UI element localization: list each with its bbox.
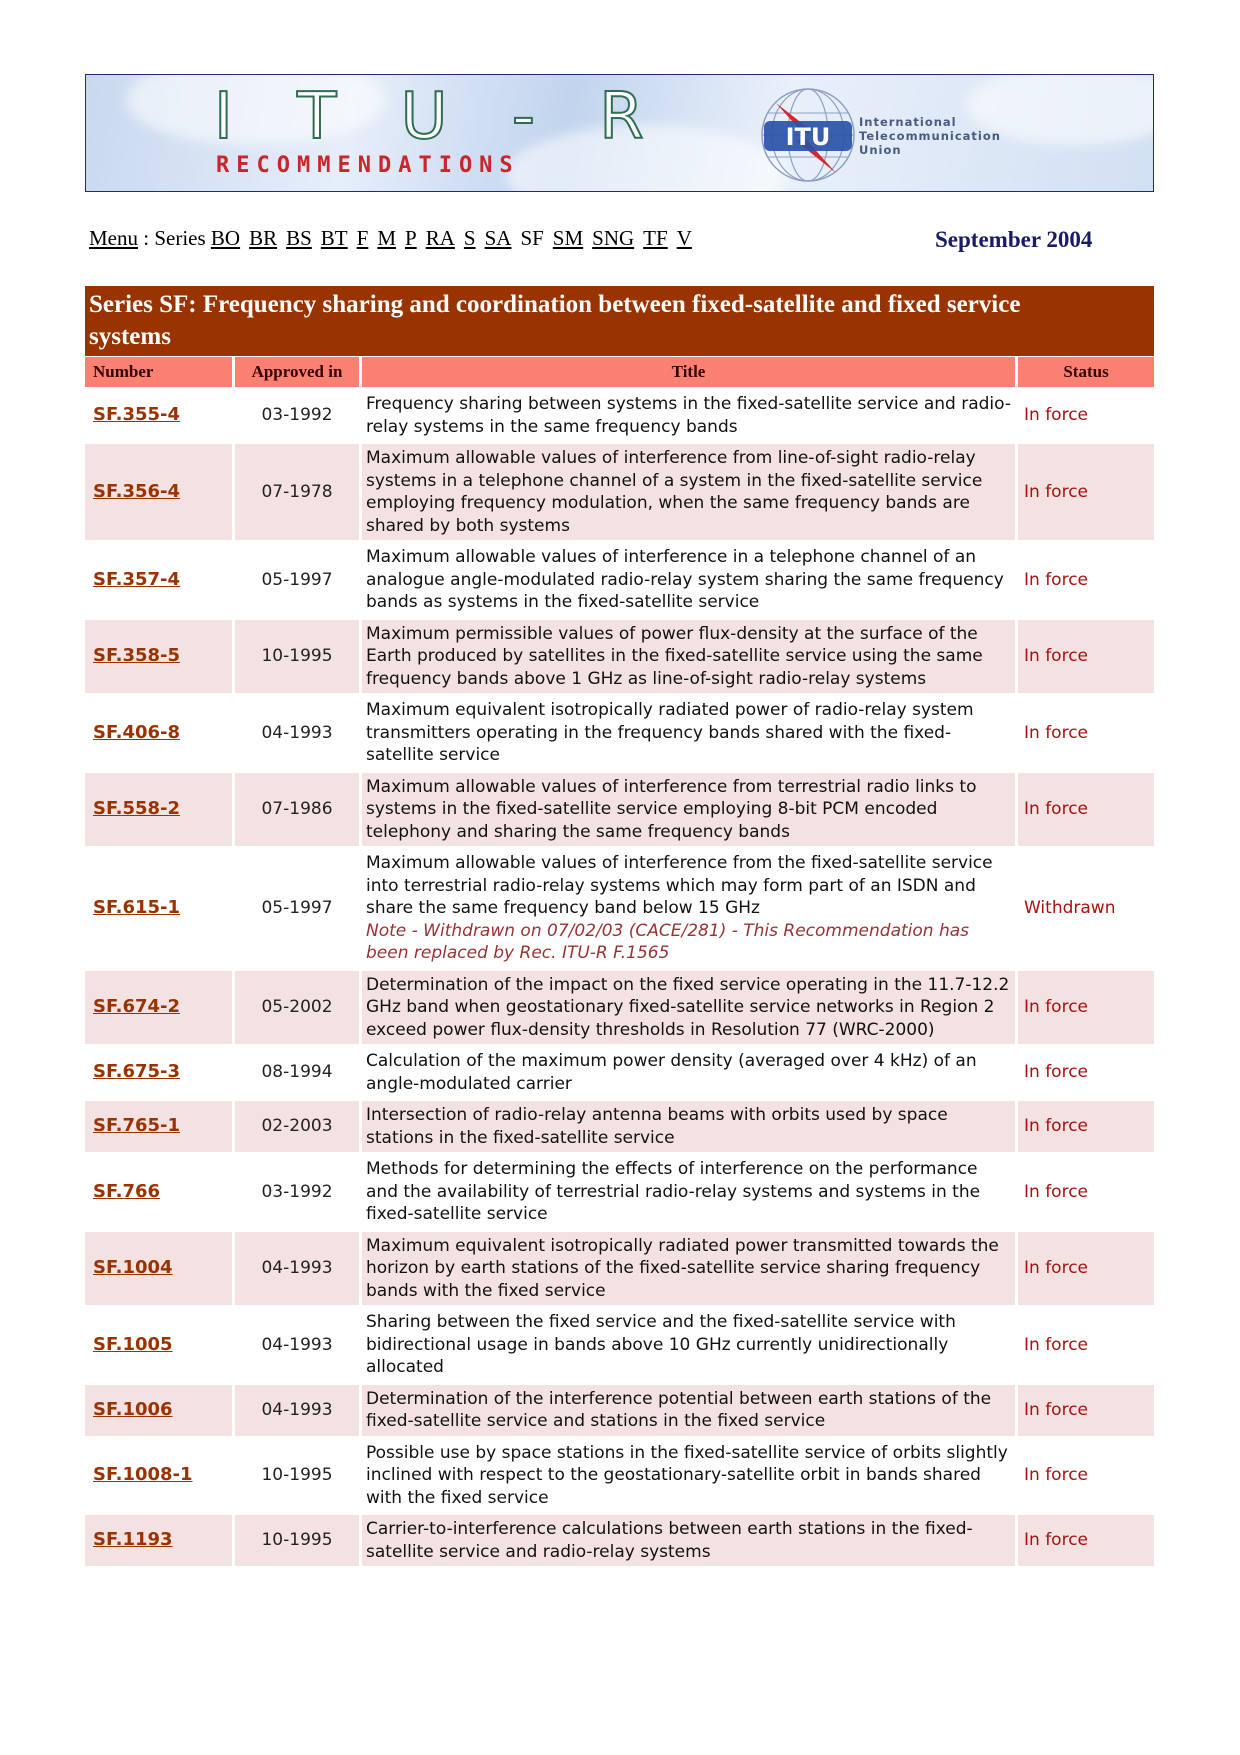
title-text: Maximum allowable values of interference from the fixed-satellite service into terrestrial radio-relay systems which may form part of an ISDN and share the same frequency band below 15 GHz: [366, 853, 993, 918]
cell-number: [85, 1155, 235, 1232]
series-link-bt[interactable]: BT: [320, 226, 348, 250]
cell-number: [85, 444, 235, 543]
table-row: [85, 620, 1154, 697]
cell-approved: 08-1994: [235, 1047, 362, 1101]
title-text: Intersection of radio-relay antenna beams with orbits used by space stations in the fixed-satellite service: [366, 1105, 948, 1148]
cell-status: In force: [1018, 1308, 1154, 1385]
table-row: [85, 971, 1154, 1048]
series-link-ra[interactable]: RA: [425, 226, 455, 250]
title-text: Calculation of the maximum power density (averaged over 4 kHz) of an angle-modulated carrier: [366, 1051, 977, 1094]
cell-title: [362, 1439, 1018, 1516]
series-link-sf: SF: [520, 226, 544, 250]
cell-title: [362, 1047, 1018, 1101]
cell-number: [85, 1385, 235, 1439]
cell-number: [85, 971, 235, 1048]
recommendation-link[interactable]: SF.355-4: [93, 404, 181, 426]
series-link-bo[interactable]: BO: [210, 226, 241, 250]
cell-approved: 10-1995: [235, 1515, 362, 1569]
col-header-number: Number: [85, 357, 235, 390]
series-link-list: [211, 226, 701, 250]
org-line: Telecommunication: [859, 129, 1001, 143]
series-link-p[interactable]: P: [405, 226, 417, 250]
recommendation-link[interactable]: SF.1004: [93, 1257, 173, 1278]
title-text: Maximum equivalent isotropically radiated power transmitted towards the horizon by earth stations of the fixed-satellite service sharing frequency bands with the fixed service: [366, 1235, 999, 1301]
cell-approved: 05-1997: [235, 849, 362, 971]
series-link-s[interactable]: S: [463, 226, 476, 250]
cell-approved: 05-2002: [235, 971, 362, 1048]
table-row: [85, 696, 1154, 773]
table-row: [85, 1232, 1154, 1309]
col-header-approved: Approved in: [235, 357, 362, 390]
cell-status: In force: [1018, 773, 1154, 850]
cell-title: [362, 971, 1018, 1048]
cell-title: [362, 849, 1018, 971]
cell-number: [85, 696, 235, 773]
title-text: Sharing between the fixed service and the fixed-satellite service with bidirectional usage in bands above 10 GHz currently unidirectionally allocated: [366, 1312, 956, 1377]
recommendation-link[interactable]: SF.1193: [93, 1529, 173, 1551]
series-link-sng[interactable]: SNG: [592, 226, 635, 250]
table-row: [85, 1515, 1154, 1569]
cell-status: In force: [1018, 390, 1154, 444]
cell-status: In force: [1018, 444, 1154, 543]
cell-number: [85, 1308, 235, 1385]
cell-number: [85, 849, 235, 971]
cell-status: In force: [1018, 1515, 1154, 1569]
itu-globe-logo-icon: [756, 83, 860, 187]
cell-title: [362, 543, 1018, 620]
cell-status: In force: [1018, 696, 1154, 773]
recommendation-link[interactable]: SF.1005: [93, 1333, 173, 1355]
cell-number: [85, 620, 235, 697]
cell-status: In force: [1018, 620, 1154, 697]
cell-title: [362, 696, 1018, 773]
cell-number: [85, 1232, 235, 1309]
series-link-bs[interactable]: BS: [286, 226, 312, 250]
cell-number: [85, 1047, 235, 1101]
table-row: [85, 1308, 1154, 1385]
cell-approved: 04-1993: [235, 1232, 362, 1309]
series-link-f[interactable]: F: [356, 226, 369, 250]
banner-subtitle: RECOMMENDATIONS: [216, 153, 520, 178]
cell-title: [362, 1155, 1018, 1232]
table-row: [85, 543, 1154, 620]
cell-title: [362, 1385, 1018, 1439]
title-text: Maximum permissible values of power flux-density at the surface of the Earth produced by satellites in the fixed-satellite service using the same frequency bands above 1 GHz as line-of-sight radio-relay systems: [366, 623, 983, 689]
cell-status: In force: [1018, 543, 1154, 620]
title-text: Determination of the interference potential between earth stations of the fixed-satellite service and stations in the fixed service: [366, 1388, 992, 1431]
cell-number: [85, 543, 235, 620]
menu-separator: : Series: [138, 226, 211, 250]
cell-status: In force: [1018, 1385, 1154, 1439]
cell-number: [85, 1515, 235, 1569]
cell-number: [85, 773, 235, 850]
recommendation-link[interactable]: SF.766: [93, 1180, 161, 1202]
banner-title: I T U - R: [214, 80, 666, 154]
cell-approved: 04-1993: [235, 1308, 362, 1385]
recommendation-link[interactable]: SF.406-8: [93, 721, 181, 743]
cell-title: [362, 1101, 1018, 1155]
cell-title: [362, 1515, 1018, 1569]
cell-approved: 07-1978: [235, 444, 362, 543]
table-row: [85, 444, 1154, 543]
table-row: [85, 1047, 1154, 1101]
cell-status: In force: [1018, 1232, 1154, 1309]
menu-link[interactable]: Menu: [89, 226, 138, 250]
col-header-title: Title: [362, 357, 1018, 390]
recommendation-link[interactable]: SF.675-3: [93, 1061, 181, 1083]
recommendation-link[interactable]: SF.674-2: [93, 996, 181, 1017]
table-body: [85, 390, 1154, 1569]
cell-approved: 10-1995: [235, 1439, 362, 1516]
recommendation-link[interactable]: SF.356-4: [93, 480, 181, 502]
table-row: [85, 849, 1154, 971]
title-text: Maximum equivalent isotropically radiated power of radio-relay system transmitters operating in the frequency bands shared with the fixed-satellite service: [366, 700, 974, 765]
series-title: [85, 286, 1154, 357]
table-row: [85, 773, 1154, 850]
series-title-line: Series SF: Frequency sharing and coordination between fixed-satellite and fixed service: [89, 291, 1021, 318]
series-menu: [89, 226, 701, 251]
series-title-line: systems: [89, 323, 171, 350]
title-text: Possible use by space stations in the fixed-satellite service of orbits slightly inclined with respect to the geostationary-satellite orbit in bands shared with the fixed service: [366, 1442, 1008, 1508]
org-line: International: [859, 115, 957, 129]
title-text: Maximum allowable values of interference from line-of-sight radio-relay systems in a telephone channel of a system in the fixed-satellite service employing frequency modulation, when the same frequency bands are shared by both systems: [366, 448, 983, 536]
org-line: Union: [859, 143, 902, 157]
cell-number: [85, 1439, 235, 1516]
recommendation-link[interactable]: SF.615-1: [93, 897, 181, 918]
recommendation-link[interactable]: SF.357-4: [93, 568, 181, 590]
cell-approved: 04-1993: [235, 1385, 362, 1439]
cell-title: [362, 444, 1018, 543]
table-row: [85, 1439, 1154, 1516]
series-link-sa[interactable]: SA: [484, 226, 512, 250]
title-text: Maximum allowable values of interference from terrestrial radio links to systems in the fixed-satellite service employing 8-bit PCM encoded telephony and sharing the same frequency bands: [366, 776, 977, 842]
cell-status: In force: [1018, 1439, 1154, 1516]
cell-title: [362, 390, 1018, 444]
cell-approved: 10-1995: [235, 620, 362, 697]
col-header-status: Status: [1018, 357, 1154, 390]
series-link-br[interactable]: BR: [249, 226, 278, 250]
cell-status: Withdrawn: [1018, 849, 1154, 971]
series-link-sm[interactable]: SM: [552, 226, 584, 250]
recommendation-link[interactable]: SF.1008-1: [93, 1464, 193, 1485]
cell-title: [362, 620, 1018, 697]
cell-approved: 03-1992: [235, 1155, 362, 1232]
title-text: Frequency sharing between systems in the fixed-satellite service and radio-relay systems in the same frequency bands: [366, 394, 1011, 437]
table-row: [85, 390, 1154, 444]
title-text: Carrier-to-interference calculations between earth stations in the fixed-satellite service and radio-relay systems: [366, 1519, 973, 1562]
cell-approved: 02-2003: [235, 1101, 362, 1155]
table-row: [85, 1101, 1154, 1155]
recommendations-table: [85, 286, 1154, 1569]
cell-number: [85, 1101, 235, 1155]
table-row: [85, 1385, 1154, 1439]
title-text: Methods for determining the effects of interference on the performance and the availability of terrestrial radio-relay systems and systems in the fixed-satellite service: [366, 1159, 981, 1224]
cell-approved: 04-1993: [235, 696, 362, 773]
cell-status: In force: [1018, 1155, 1154, 1232]
series-link-m[interactable]: M: [377, 226, 397, 250]
series-link-v[interactable]: V: [676, 226, 692, 250]
recommendation-link[interactable]: SF.358-5: [93, 645, 181, 666]
cell-status: In force: [1018, 971, 1154, 1048]
cell-title: [362, 1308, 1018, 1385]
series-link-tf[interactable]: TF: [643, 226, 668, 250]
cell-status: In force: [1018, 1101, 1154, 1155]
recommendation-link[interactable]: SF.558-2: [93, 798, 181, 819]
cell-approved: 05-1997: [235, 543, 362, 620]
table-row: [85, 1155, 1154, 1232]
cell-number: [85, 390, 235, 444]
cell-approved: 03-1992: [235, 390, 362, 444]
svg-text:ITU: ITU: [785, 123, 831, 151]
withdrawal-note: Note - Withdrawn on 07/02/03 (CACE/281) - This Recommendation has been replaced by Rec. ITU-R F.1565: [366, 920, 970, 963]
itu-r-banner: [85, 74, 1154, 192]
cell-title: [362, 773, 1018, 850]
recommendation-link[interactable]: SF.1006: [93, 1398, 173, 1420]
banner-org-name: [859, 115, 1001, 157]
title-text: Determination of the impact on the fixed service operating in the 11.7-12.2 GHz band when geostationary fixed-satellite service networks in Region 2 exceed power flux-density thresholds in Resolution 77 (WRC-2000): [366, 974, 1010, 1040]
publication-date: September 2004: [935, 227, 1093, 252]
cell-status: In force: [1018, 1047, 1154, 1101]
recommendation-link[interactable]: SF.765-1: [93, 1115, 181, 1137]
title-text: Maximum allowable values of interference in a telephone channel of an analogue angle-modulated radio-relay system sharing the same frequency bands as systems in the fixed-satellite service: [366, 547, 1004, 612]
cell-approved: 07-1986: [235, 773, 362, 850]
cell-title: [362, 1232, 1018, 1309]
